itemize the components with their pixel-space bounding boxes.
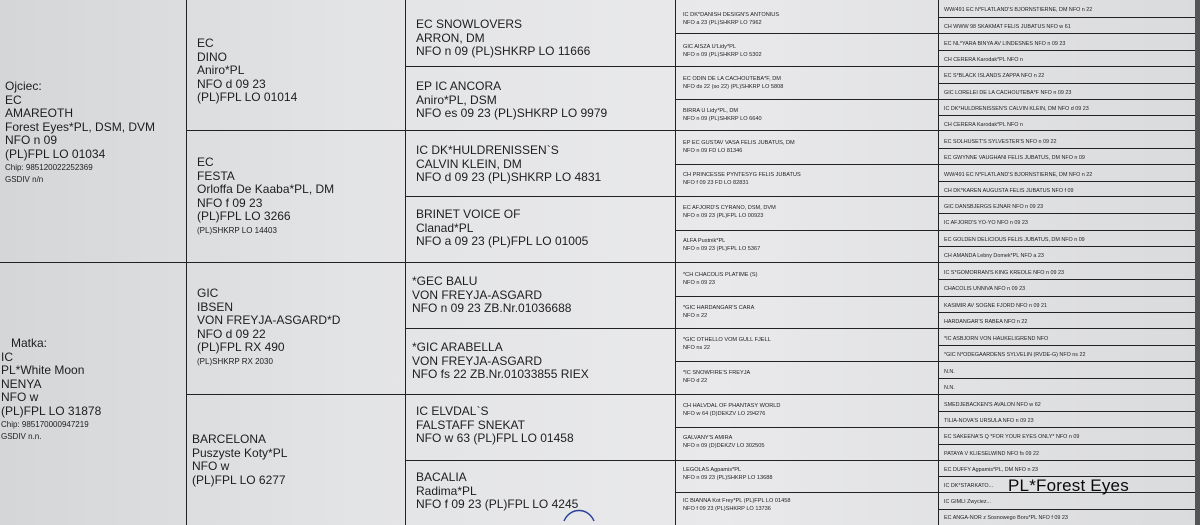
gen4-cell-10 [683, 305, 935, 320]
gen5-entry: CH CERERA Karodak*PL NFO n [944, 122, 1023, 128]
row-divider [938, 148, 1195, 149]
gen3-line: NFO w 63 (PL)FPL LO 01458 [416, 431, 574, 445]
gen3-line: NFO es 09 23 (PL)SHKRP LO 9979 [416, 106, 608, 120]
gen4-line: NFO ds 22 (so 22) (PL)SHKRP LO 5808 [683, 83, 784, 90]
gen5-entry: EC ANGA-NOR z Sosnowego Boru*PL NFO f 09 23 [944, 515, 1068, 521]
gen3-cell-8 [416, 471, 671, 512]
gen5-entry: CH CERERA Karodak*PL NFO n [944, 57, 1023, 63]
dam-registration: (PL)FPL LO 31878 [1, 403, 102, 418]
gen2-cell-2 [197, 156, 401, 238]
gen2-cell-1 [197, 37, 401, 105]
gen3-cell-4 [416, 208, 671, 249]
gen3-line: VON FREYJA-ASGARD [412, 353, 543, 368]
gen3-line: *GEC BALU [412, 274, 478, 288]
gen2-line: NFO d 09 23 [197, 76, 266, 91]
gen2-line: BARCELONA [192, 432, 267, 446]
gen4-cell-5 [683, 140, 935, 155]
sire-chip: Chip: 985120022252369 [5, 163, 93, 172]
gen3-line: NFO n 09 (PL)SHKRP LO 11666 [416, 44, 591, 58]
gen4-cell-3 [683, 76, 935, 91]
gen2-line: FESTA [197, 168, 235, 183]
gen5-entry: PATAYA V KLIESELWIND NFO fs 09 22 [944, 451, 1039, 457]
row-divider [405, 328, 1195, 329]
gen5-entry: SMEDJEBACKEN'S AVALON NFO w 62 [944, 402, 1041, 408]
gen4-line: CH HALVDAL OF PHANTASY WORLD [683, 403, 781, 409]
row-divider [405, 460, 1195, 461]
gen4-line: BIRRA U Lidy*PL, DM [683, 108, 739, 114]
gen4-line: NFO n 09 23 [683, 279, 716, 286]
dam-name: NENYA [1, 376, 42, 391]
row-divider [675, 33, 1195, 34]
gen2-line: EC [197, 36, 214, 50]
gen4-line: ALFA Pustnik*PL [683, 238, 726, 244]
gen5-entry: IC AFJORD'S YO-YO NFO n 09 23 [944, 220, 1028, 226]
sire-gsdiv: GSDIV n/n [5, 175, 44, 184]
row-divider [675, 427, 1195, 428]
gen5-entry: EC GOLDEN DELICIOUS FELIS JUBATUS, DM NFO n 09 [944, 237, 1085, 243]
gen4-line: NFO ns 22 [683, 344, 711, 351]
gen4-cell-12 [683, 370, 935, 385]
gen4-line: NFO w 64 (D)DEKZV LO 294276 [683, 410, 766, 417]
gen4-cell-13 [683, 403, 935, 418]
gen4-line: NFO f 09 23 FD LO 82831 [683, 179, 749, 186]
gen3-cell-6 [412, 341, 671, 382]
sire-name: AMAREOTH [5, 106, 74, 120]
gen4-line: NFO n 22 [683, 312, 708, 319]
gen2-line: DINO [197, 49, 227, 64]
gen4-line: LEGOLAS Agpamis*PL [683, 467, 742, 473]
row-divider [938, 115, 1195, 116]
gen4-line: NFO n 09 (PL)SHKRP LO 6640 [683, 115, 762, 122]
row-divider [186, 130, 1195, 131]
gen4-line: GALVANY'S AMIRA [683, 435, 733, 441]
row-divider [675, 230, 1195, 231]
gen2-line: Orloffa De Kaaba*PL, DM [197, 182, 335, 196]
gen2-tiny: (PL)SHKRP RX 2030 [197, 356, 273, 366]
gen3-line: ARRON, DM [416, 30, 485, 45]
dam-cell [1, 337, 183, 442]
gen5-entry: EC S*BLACK ISLANDS ZAPPA NFO n 22 [944, 73, 1045, 79]
gen5-entry: TILIA-NOVA'S URSULA NFO n 09 23 [944, 418, 1034, 424]
gen2-line: Aniro*PL [197, 63, 245, 77]
gen3-line: Aniro*PL, DSM [416, 92, 497, 107]
gen3-line: Clanad*PL [416, 220, 474, 235]
gen3-line: NFO fs 22 ZB.Nr.01033855 RIEX [412, 367, 589, 381]
gen2-line: (PL)FPL LO 01014 [197, 90, 298, 104]
gen2-line: (PL)FPL LO 3266 [197, 209, 291, 223]
gen2-line: NFO d 09 22 [197, 326, 266, 341]
sire-label: Ojciec: [5, 79, 42, 93]
row-divider [938, 50, 1195, 51]
sire-registration: (PL)FPL LO 01034 [5, 146, 106, 161]
gen3-line: NFO f 09 23 (PL)FPL LO 4245 [416, 497, 579, 511]
gen5-entry: CH AMANDA Lebny Domek*PL NFO a 23 [944, 253, 1044, 259]
gen5-entry: *IC ASBJORN VON HAUKELIGREND NFO [944, 336, 1049, 342]
gen5-entry: *GIC N*ODEGAARDENS SYLVELIN (RVDE-G) NFO ns 22 [944, 352, 1086, 358]
gen4-line: EP EC GUSTAV VASA FELIS JUBATUS, DM [683, 140, 795, 146]
gen2-line: Puszyste Koty*PL [192, 445, 288, 460]
gen3-cell-5 [412, 275, 671, 316]
gen4-line: *GIC OTHELLO VOM GULL FJELL [683, 337, 771, 343]
gen2-cell-3 [197, 287, 401, 369]
row-divider [938, 312, 1195, 313]
dam-label: Matka: [11, 336, 48, 350]
row-divider [186, 394, 1195, 395]
gen5-entry: IC GIMLI Zwyciez... [944, 499, 992, 505]
gen4-line: *GIC HARDANGAR'S CARA [683, 305, 755, 311]
gen5-entry: EC NL*YARA BINYA AV LINDESNES NFO n 09 23 [944, 41, 1066, 47]
gen4-cell-15 [683, 467, 935, 482]
gen4-cell-1 [683, 12, 935, 27]
row-divider [938, 17, 1195, 18]
row-divider [405, 66, 1195, 67]
gen3-line: CALVIN KLEIN, DM [416, 156, 522, 171]
ink-scribble-icon [560, 505, 600, 525]
gen5-entry: IC S*GOMORRAN'S KING KREOLE NFO n 09 23 [944, 270, 1064, 276]
gen3-line: NFO a 09 23 (PL)FPL LO 01005 [416, 234, 589, 248]
gen4-cell-7 [683, 205, 935, 220]
gen5-entry: WW/491 EC N*FLATLAND'S BJORNSTIERNE, DM NFO n 22 [944, 7, 1093, 13]
row-divider [0, 262, 1195, 263]
gen5-entry: IC DK*STARKATO... [944, 483, 994, 489]
gen5-entry: N.N. [944, 369, 955, 375]
gen4-cell-14 [683, 435, 935, 450]
row-divider [938, 213, 1195, 214]
gen2-line: GIC [197, 286, 219, 300]
row-divider [675, 99, 1195, 100]
row-divider [675, 361, 1195, 362]
row-divider [938, 181, 1195, 182]
dam-color: NFO w [1, 390, 39, 404]
gen5-entry: GIC DANSBJERGS EJNAR NFO n 09 23 [944, 204, 1044, 210]
gen3-cell-3 [416, 144, 671, 185]
row-divider [938, 411, 1195, 412]
gen4-line: GIC AISZA U'Lidy*PL [683, 44, 736, 50]
dam-cattery: PL*White Moon [1, 363, 85, 377]
row-divider [938, 509, 1195, 510]
gen4-line: NFO n 09 (PL)SHKRP LO 5302 [683, 51, 762, 58]
gen3-cell-7 [416, 405, 671, 446]
gen5-entry: CHACOLIS UNNIVA NFO n 09 23 [944, 286, 1026, 292]
row-divider [675, 164, 1195, 165]
page-edge [1195, 0, 1200, 525]
gen4-line: NFO d 22 [683, 377, 708, 384]
gen4-line: CH PRINCESSE PYNTESYG FELIS JUBATUS [683, 172, 801, 178]
gen5-entry: WW/491 EC N*FLATLAND'S BJORNSTIERNE, DM NFO n 22 [944, 172, 1093, 178]
gen5-entry: KASIMIR AV SOGNE FJORD NFO n 09 21 [944, 303, 1047, 309]
sire-color: NFO n 09 [5, 133, 58, 147]
gen5-entry: HARDANGAR'S RABEA NFO n 22 [944, 319, 1028, 325]
row-divider [938, 83, 1195, 84]
gen4-line: IC DK*DANISH DESIGN'S ANTONIUS [683, 12, 780, 18]
gen4-cell-2 [683, 44, 935, 59]
gen4-line: NFO n 09 23 (PL)SHKRP LO 13688 [683, 474, 773, 481]
gen2-line: (PL)FPL LO 6277 [192, 472, 286, 487]
gen3-line: BRINET VOICE OF [416, 207, 521, 221]
gen4-cell-4 [683, 108, 935, 123]
gen5-entry: EC SAKEENA'S Q *FOR YOUR EYES ONLY* NFO n 09 [944, 434, 1080, 440]
gen5-entry: CH DK*KAREN AUGUSTA FELIS JUBATUS NFO f 09 [944, 188, 1074, 194]
gen2-cell-4 [192, 433, 400, 487]
gen4-line: NFO n 09 (D)DEKZV LO 302505 [683, 442, 765, 449]
gen3-line: *GIC ARABELLA [412, 340, 503, 354]
gen4-cell-16 [683, 498, 935, 513]
row-divider [938, 279, 1195, 280]
dam-gsdiv: GSDIV n.n. [1, 432, 42, 441]
gen3-line: NFO d 09 23 (PL)SHKRP LO 4831 [416, 170, 602, 184]
gen3-line: NFO n 09 23 ZB.Nr.01036688 [412, 301, 572, 315]
gen4-cell-8 [683, 238, 935, 253]
gen4-line: *CH CHACOLIS PLATIME (S) [683, 272, 758, 278]
gen5-entry: GIC LORELEI DE LA CACHOUTEBA*F NFO n 09 23 [944, 90, 1072, 96]
row-divider [938, 378, 1195, 379]
gen4-cell-6 [683, 172, 935, 187]
gen5-entry: IC DK*HULDRENISSEN'S CALVIN KLEIN, DM NFO d 09 23 [944, 106, 1089, 112]
gen4-line: NFO n 09 FD LO 81346 [683, 147, 743, 154]
gen4-line: NFO n 09 23 (PL)FPL LO 5367 [683, 245, 761, 252]
gen4-cell-9 [683, 272, 935, 287]
gen3-line: EC SNOWLOVERS [416, 17, 523, 31]
gen5-entry: N.N. [944, 385, 955, 391]
gen2-line: IBSEN [197, 299, 234, 314]
gen4-line: *IC SNOWFIRE'S FREYJA [683, 370, 751, 376]
row-divider [675, 296, 1195, 297]
gen4-line: NFO a 23 (PL)SHKRP LO 7962 [683, 19, 762, 26]
gen3-line: IC DK*HULDRENISSEN`S [416, 143, 559, 157]
row-divider [938, 345, 1195, 346]
gen5-entry: EC SOLHUSET'S SYLVESTER'S NFO n 09 22 [944, 139, 1057, 145]
gen2-line: NFO f 09 23 [197, 195, 263, 210]
gen2-line: (PL)FPL RX 490 [197, 340, 285, 354]
dam-title: IC [1, 349, 13, 364]
gen5-entry: EC GWYNNE VAUGHANI FELIS JUBATUS, DM NFO n 09 [944, 155, 1085, 161]
row-divider [405, 196, 1195, 197]
sire-cattery: Forest Eyes*PL, DSM, DVM [5, 119, 156, 134]
gen3-line: IC ELVDAL`S [416, 404, 489, 418]
gen5-entry: CH WWW 98 SKAKMAT FELIS JUBATUS NFO w 61 [944, 24, 1071, 30]
row-divider [938, 444, 1195, 445]
gen4-line: EC AFJORD'S CYRANO, DSM, DVM [683, 205, 776, 211]
gen3-cell-1 [416, 18, 671, 59]
gen2-tiny: (PL)SHKRP LO 14403 [197, 225, 277, 235]
sire-cell [5, 80, 183, 185]
gen4-line: EC ODIN DE LA CACHOUTEBA*F, DM [683, 76, 781, 82]
dam-chip: Chip: 985170000947219 [1, 420, 89, 429]
gen2-line: EC [197, 155, 214, 169]
row-divider [938, 246, 1195, 247]
gen4-cell-11 [683, 337, 935, 352]
gen3-line: BACALIA [416, 470, 467, 484]
gen3-line: FALSTAFF SNEKAT [416, 417, 525, 432]
gen4-line: IC BIANNA Kot Frey*PL (PL)FPL LO 01458 [683, 498, 791, 504]
gen3-line: Radima*PL [416, 483, 477, 498]
gen4-line: NFO f 09 23 (PL)SHKRP LO 13736 [683, 505, 771, 512]
watermark-text: PL*Forest Eyes [1008, 476, 1129, 495]
gen5-entry: EC DUFFY Agpamis*PL, DM NFO n 23 [944, 467, 1038, 473]
gen3-cell-2 [416, 80, 671, 121]
gen2-line: VON FREYJA-ASGARD*D [197, 313, 341, 327]
gen3-line: VON FREYJA-ASGARD [412, 287, 543, 302]
gen4-line: NFO n 09 23 (PL)FPL LO 00923 [683, 212, 764, 219]
sire-title: EC [5, 92, 22, 107]
gen2-line: NFO w [192, 459, 230, 473]
gen3-line: EP IC ANCORA [416, 79, 502, 93]
